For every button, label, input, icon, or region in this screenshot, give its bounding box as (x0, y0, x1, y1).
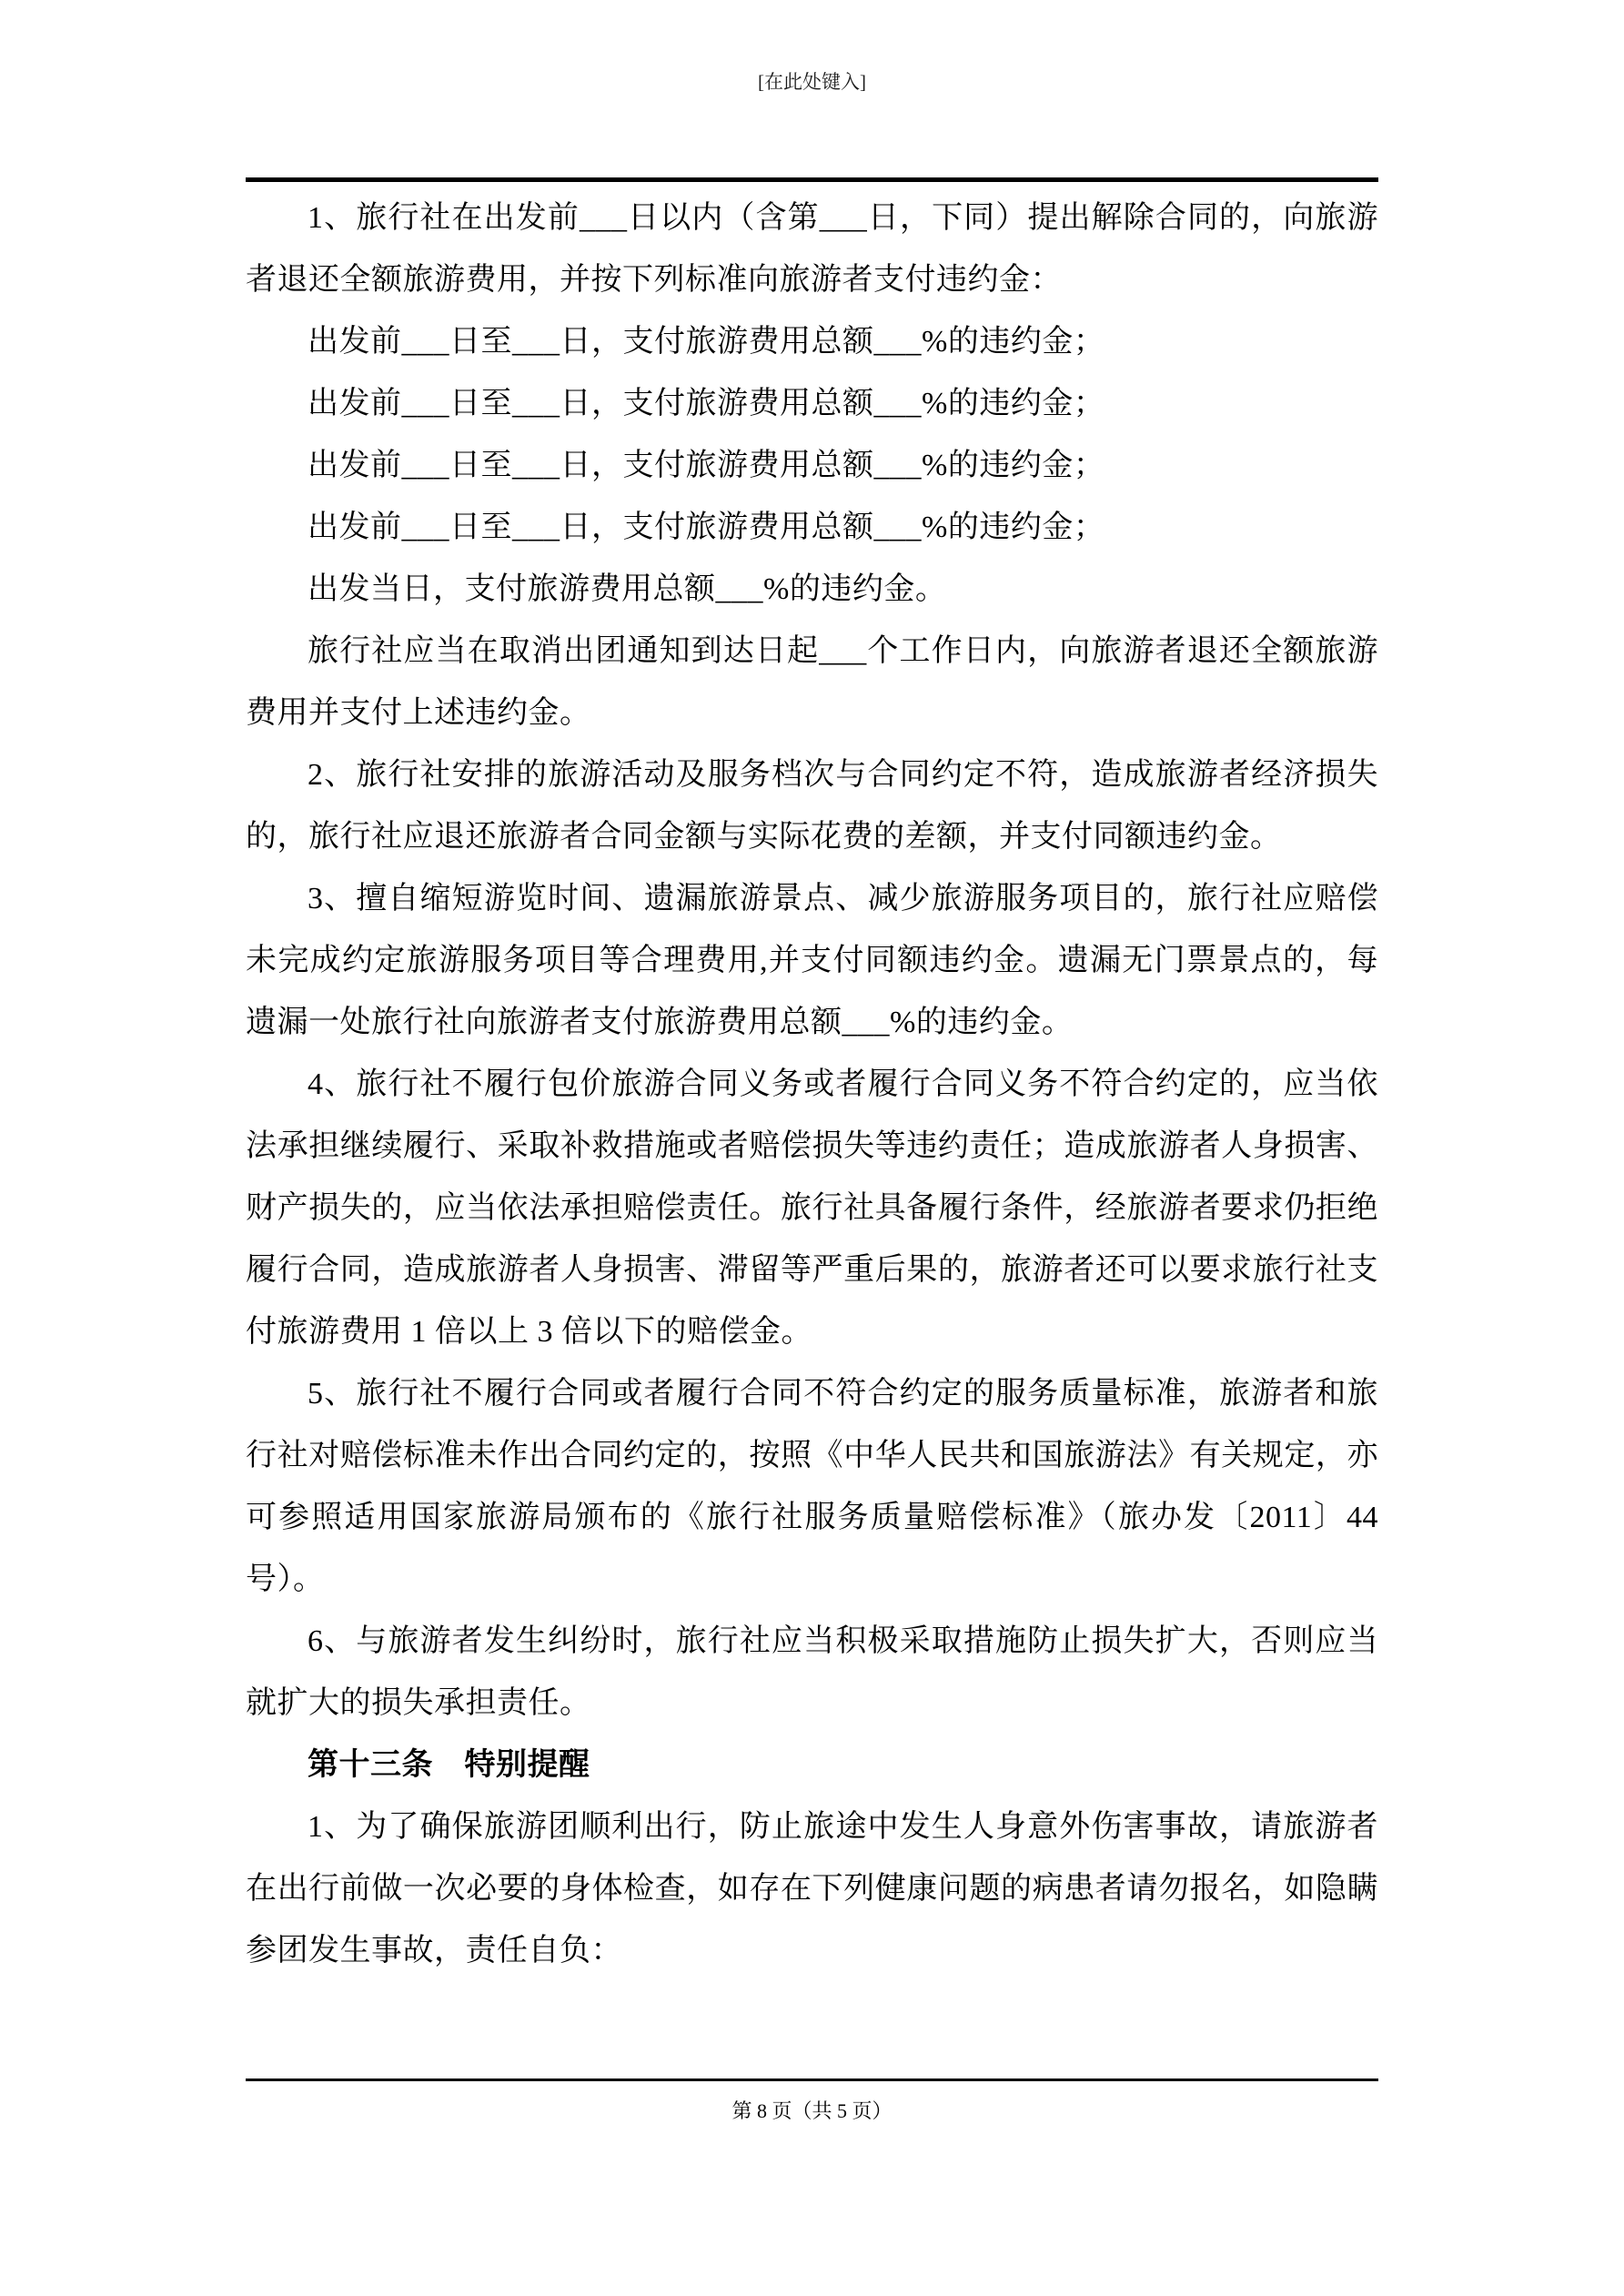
paragraph: 5、旅行社不履行合同或者履行合同不符合约定的服务质量标准，旅游者和旅行社对赔偿标准未作出合同约定的，按照《中华人民共和国旅游法》有关规定，亦可参照适用国家旅游局颁布的《旅行社服务质量赔偿标准》（旅办发〔2011〕44 号）。 (246, 1377, 1378, 1596)
header-rule (246, 177, 1378, 182)
section-heading: 第十三条 特别提醒 (308, 1748, 590, 1782)
page-number: 第 8 页（共 5 页） (731, 2099, 893, 2122)
document-body (246, 187, 1378, 1982)
paragraph: 1、旅行社在出发前___日以内（含第___日，下同）提出解除合同的，向旅游者退还全额旅游费用，并按下列标准向旅游者支付违约金： (246, 201, 1378, 297)
paragraph: 出发前___日至___日，支付旅游费用总额___%的违约金； (308, 387, 1105, 420)
page-header-placeholder: [在此处键入] (758, 71, 866, 93)
paragraph: 4、旅行社不履行包价旅游合同义务或者履行合同义务不符合约定的，应当依法承担继续履行、采取补救措施或者赔偿损失等违约责任；造成旅游者人身损害、财产损失的，应当依法承担赔偿责任。旅行社具备履行条件，经旅游者要求仍拒绝履行合同，造成旅游者人身损害、滞留等严重后果的，旅游者还可以要求旅行社支付旅游费用 1 倍以上 3 倍以下的赔偿金。 (246, 1067, 1378, 1349)
paragraph: 1、为了确保旅游团顺利出行，防止旅途中发生人身意外伤害事故，请旅游者在出行前做一次必要的身体检查，如存在下列健康问题的病患者请勿报名，如隐瞒参团发生事故，责任自负： (246, 1810, 1378, 1967)
paragraph: 旅行社应当在取消出团通知到达日起___个工作日内，向旅游者退还全额旅游费用并支付上述违约金。 (246, 634, 1378, 730)
footer-rule (246, 2079, 1378, 2081)
paragraph: 出发前___日至___日，支付旅游费用总额___%的违约金； (308, 325, 1105, 359)
paragraph: 2、旅行社安排的旅游活动及服务档次与合同约定不符，造成旅游者经济损失的，旅行社应退还旅游者合同金额与实际花费的差额，并支付同额违约金。 (246, 758, 1378, 854)
paragraph: 出发前___日至___日，支付旅游费用总额___%的违约金； (308, 511, 1105, 544)
paragraph: 6、与旅游者发生纠纷时，旅行社应当积极采取措施防止损失扩大，否则应当就扩大的损失承担责任。 (246, 1624, 1378, 1720)
paragraph: 出发当日，支付旅游费用总额___%的违约金。 (308, 572, 947, 606)
paragraph: 3、擅自缩短游览时间、遗漏旅游景点、减少旅游服务项目的，旅行社应赔偿未完成约定旅游服务项目等合理费用,并支付同额违约金。遗漏无门票景点的，每遗漏一处旅行社向旅游者支付旅游费用总额___%的违约金。 (246, 882, 1378, 1039)
paragraph: 出发前___日至___日，支付旅游费用总额___%的违约金； (308, 449, 1105, 482)
